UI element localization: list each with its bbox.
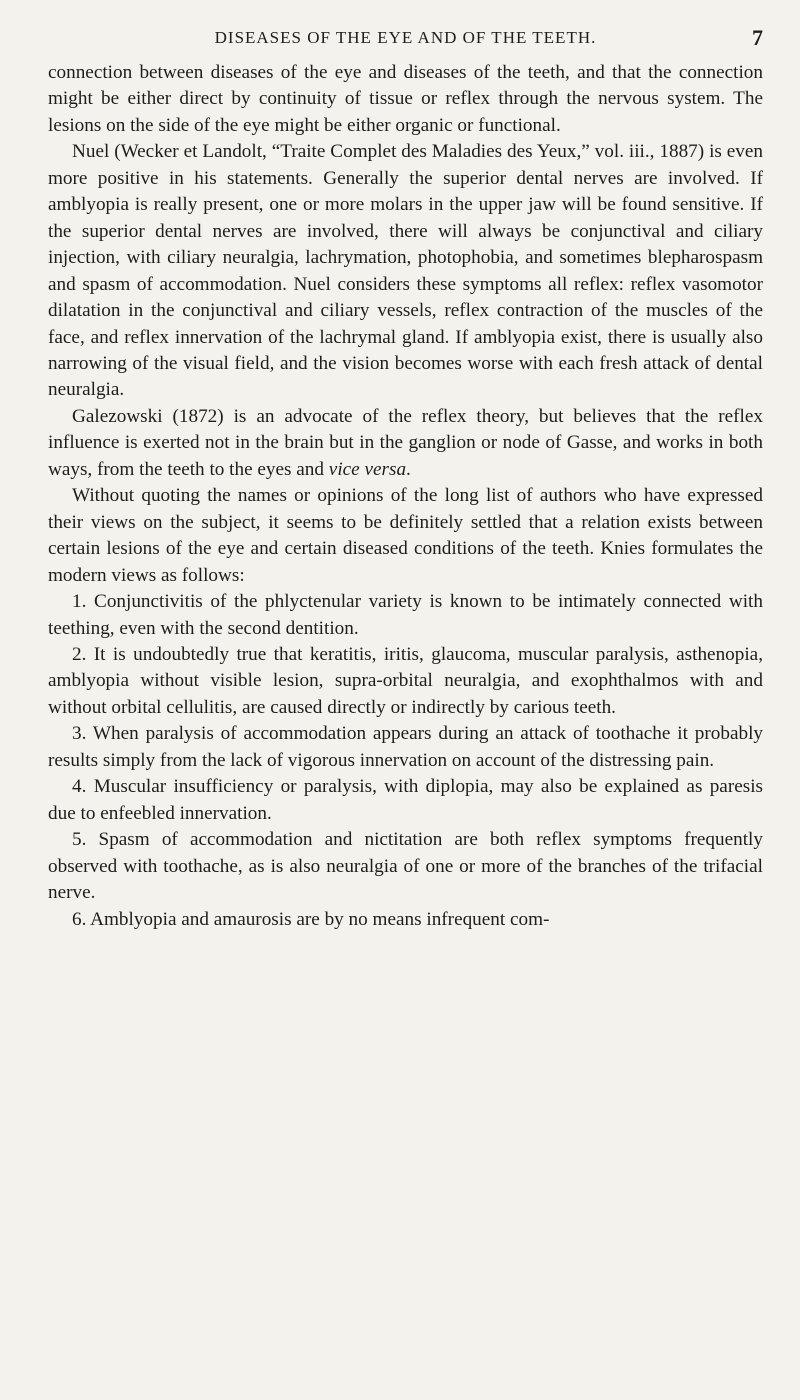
list-item: 4. Muscular insufficiency or paralysis, with diplopia, may also be explained as paresis due to enfeebled innervation. [48, 776, 763, 824]
book-page [48, 16, 763, 933]
paragraph [48, 404, 763, 483]
paragraph: connection between diseases of the eye and diseases of the teeth, and that the connection might be either direct by continuity of tissue or reflex through the nervous system. The lesions on the side of the eye might be either organic or functional. [48, 62, 763, 136]
running-title: DISEASES OF THE EYE AND OF THE TEETH. [214, 28, 597, 47]
running-head [48, 16, 763, 60]
list-item: 5. Spasm of accommodation and nictitation are both reflex symptoms frequently observed with toothache, as is also neuralgia of one or more of the branches of the trifacial nerve. [48, 829, 763, 904]
paragraph: Nuel (Wecker et Landolt, “Traite Complet des Maladies des Yeux,” vol. iii., 1887) is even more positive in his statements. Generally the superior dental nerves are involved. If amblyopia is really present, one or more molars in the upper jaw will be found sensitive. If the superior dental nerves are involved, there will always be conjunctival and ciliary injection, with ciliary neuralgia, lachrymation, photophobia, and sometimes blepharospasm and spasm of accommodation. Nuel considers these symptoms all reflex: reflex vasomotor dilatation in the conjunctival and ciliary vessels, reflex contraction of the muscles of the face, and reflex innervation of the lachrymal gland. If amblyopia exist, there is usually also narrowing of the visual field, and the vision becomes worse with each fresh attack of dental neuralgia. [48, 141, 763, 401]
list-item: 2. It is undoubtedly true that keratitis, iritis, glaucoma, muscular paralysis, asthenopia, amblyopia without visible lesion, supra-orbital neuralgia, and exophthalmos with and without orbital cellulitis, are caused directly or indirectly by carious teeth. [48, 643, 763, 718]
paragraph-text: . [406, 458, 411, 480]
paragraph: Without quoting the names or opinions of the long list of authors who have expressed their views on the subject, it seems to be definitely settled that a relation exists between certain lesions of the eye and certain diseased conditions of the teeth. Knies formulates the modern views as follows: [48, 485, 763, 586]
list-item: 6. Amblyopia and amaurosis are by no means infrequent com- [72, 908, 550, 930]
italic-phrase: vice versa [328, 458, 407, 480]
page-number: 7 [752, 25, 763, 50]
paragraph-text: Galezowski (1872) is an advocate of the reflex theory, but believes that the reflex influence is exerted not in the brain but in the ganglion or node of Gasse, and works in both ways, from the teeth to the eyes and [48, 405, 763, 480]
body-text [48, 60, 763, 933]
list-item: 3. When paralysis of accommodation appears during an attack of toothache it probably results simply from the lack of vigorous innervation on account of the distressing pain. [48, 723, 763, 771]
list-item: 1. Conjunctivitis of the phlyctenular variety is known to be intimately connected with teething, even with the second dentition. [48, 591, 763, 639]
